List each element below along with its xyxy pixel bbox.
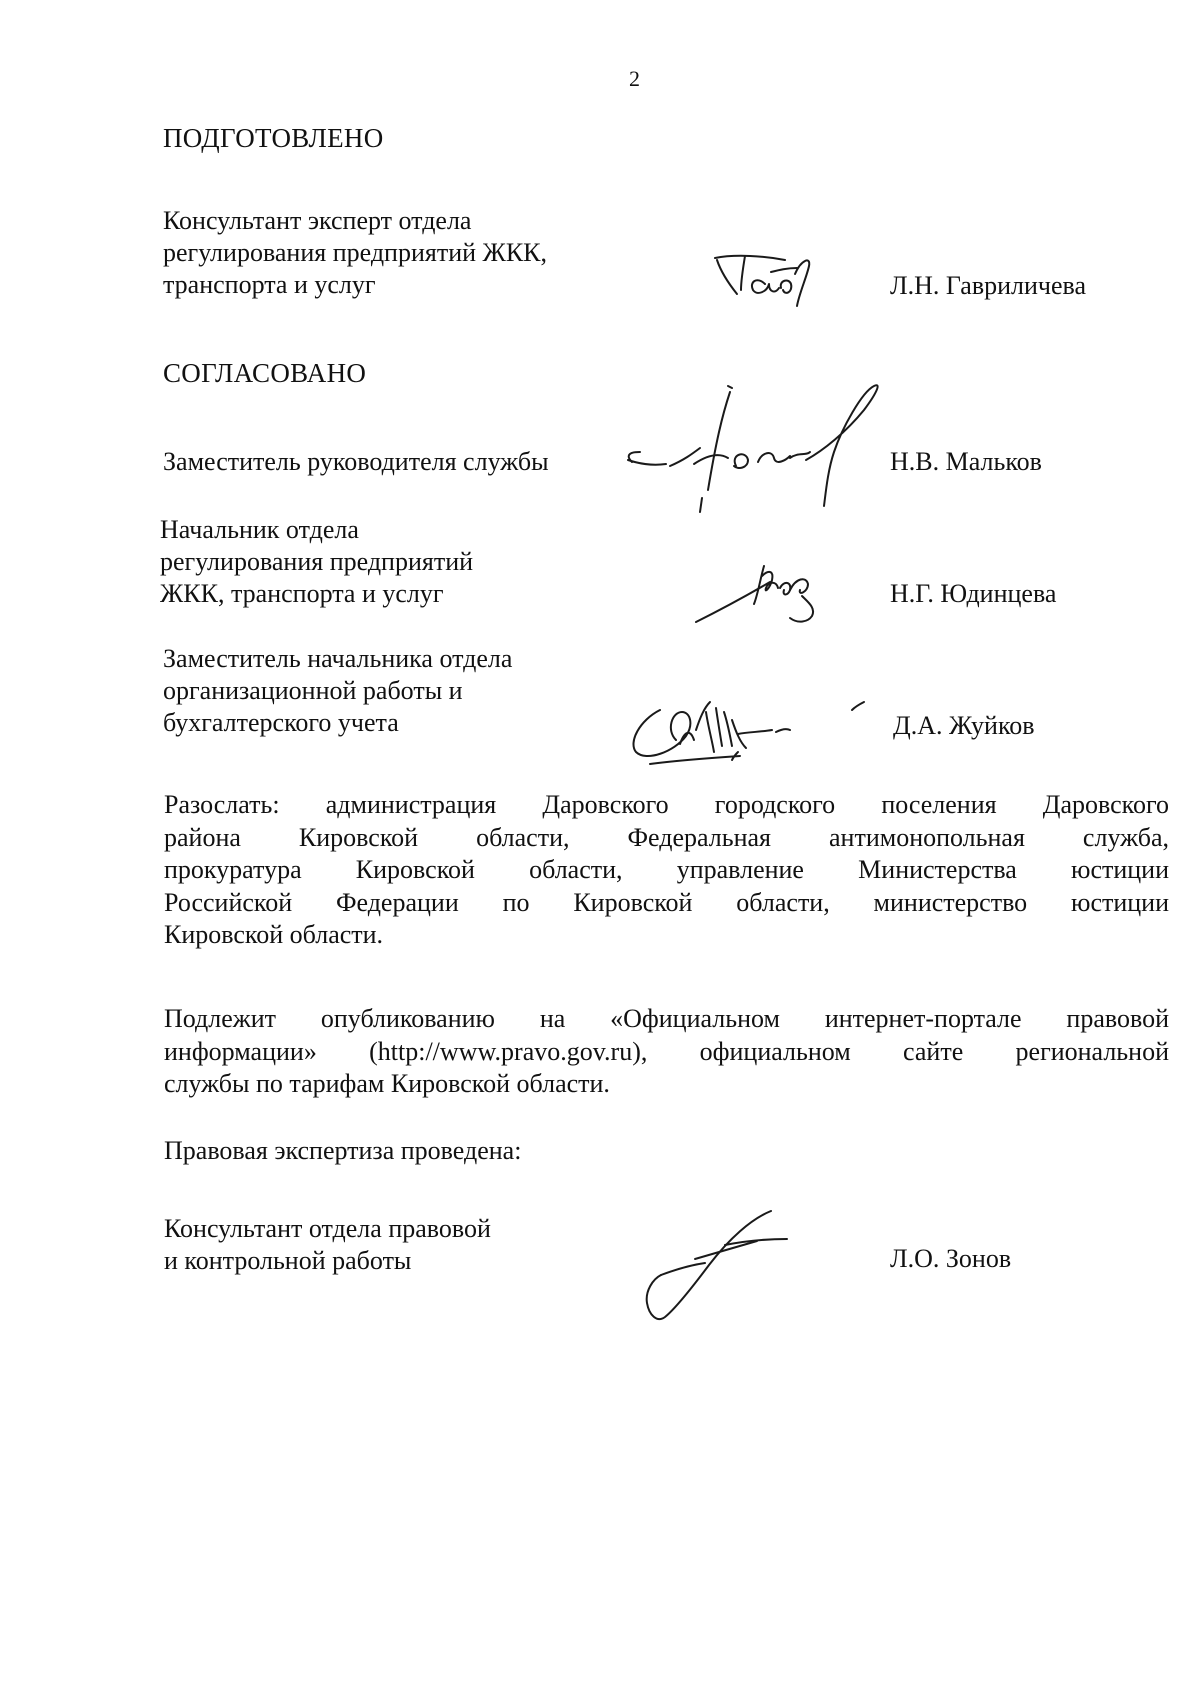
publication-line: службы по тарифам Кировской области. [164, 1069, 610, 1098]
signer-position-line: Заместитель начальника отдела [163, 644, 513, 673]
page-number: 2 [629, 66, 640, 91]
publication-line: информации» (http://www.pravo.gov.ru), официальном сайте региональной [164, 1036, 1169, 1066]
prepared-position-line: транспорта и услуг [163, 270, 376, 299]
signature-yudintseva [690, 560, 830, 632]
signer-2-position [160, 514, 473, 610]
legal-review-name: Л.О. Зонов [890, 1244, 1012, 1273]
distribution-line: Российской Федерации по Кировской области, министерство юстиции [164, 887, 1169, 917]
publication-line: Подлежит опубликованию на «Официальном интернет-портале правовой [164, 1004, 1169, 1033]
signer-position-line: организационной работы и [163, 676, 463, 705]
legal-review-position [164, 1213, 491, 1277]
signer-1-position [163, 446, 549, 478]
prepared-name: Л.Н. Гавриличева [890, 271, 1087, 300]
distribution-line: района Кировской области, Федеральная антимонопольная служба, [164, 822, 1169, 852]
prepared-heading: ПОДГОТОВЛЕНО [163, 123, 384, 153]
publication-paragraph [164, 1003, 1169, 1101]
signer-position-line: бухгалтерского учета [163, 708, 399, 737]
signer-position-line: регулирования предприятий [160, 547, 474, 576]
distribution-line: Кировской области. [164, 920, 384, 949]
legal-review-position-line: Консультант отдела правовой [164, 1214, 491, 1243]
distribution-line: Разослать: администрация Даровского городского поселения Даровского [164, 790, 1169, 819]
signature-gavrilicheva [705, 250, 840, 310]
prepared-position-line: Консультант эксперт отдела [163, 206, 472, 235]
distribution-line: прокуратура Кировской области, управление Министерства юстиции [164, 855, 1169, 884]
signer-position-line: Заместитель руководителя службы [163, 447, 549, 476]
signer-position-line: Начальник отдела [160, 515, 359, 544]
signature-zhuykov [620, 690, 880, 770]
legal-review-position-line: и контрольной работы [164, 1246, 412, 1275]
signer-3-name: Д.А. Жуйков [893, 711, 1035, 740]
signer-3-position [163, 643, 512, 739]
signature-zonov [625, 1205, 805, 1325]
signer-2-name: Н.Г. Юдинцева [890, 579, 1057, 608]
distribution-paragraph [164, 789, 1169, 952]
signature-malkov [610, 380, 930, 510]
signer-1-name: Н.В. Мальков [890, 447, 1042, 476]
legal-review-statement: Правовая экспертиза проведена: [164, 1136, 522, 1165]
prepared-position [163, 205, 547, 301]
signer-position-line: ЖКК, транспорта и услуг [160, 579, 444, 608]
agreed-heading: СОГЛАСОВАНО [163, 358, 367, 388]
prepared-position-line: регулирования предприятий ЖКК, [163, 238, 548, 267]
